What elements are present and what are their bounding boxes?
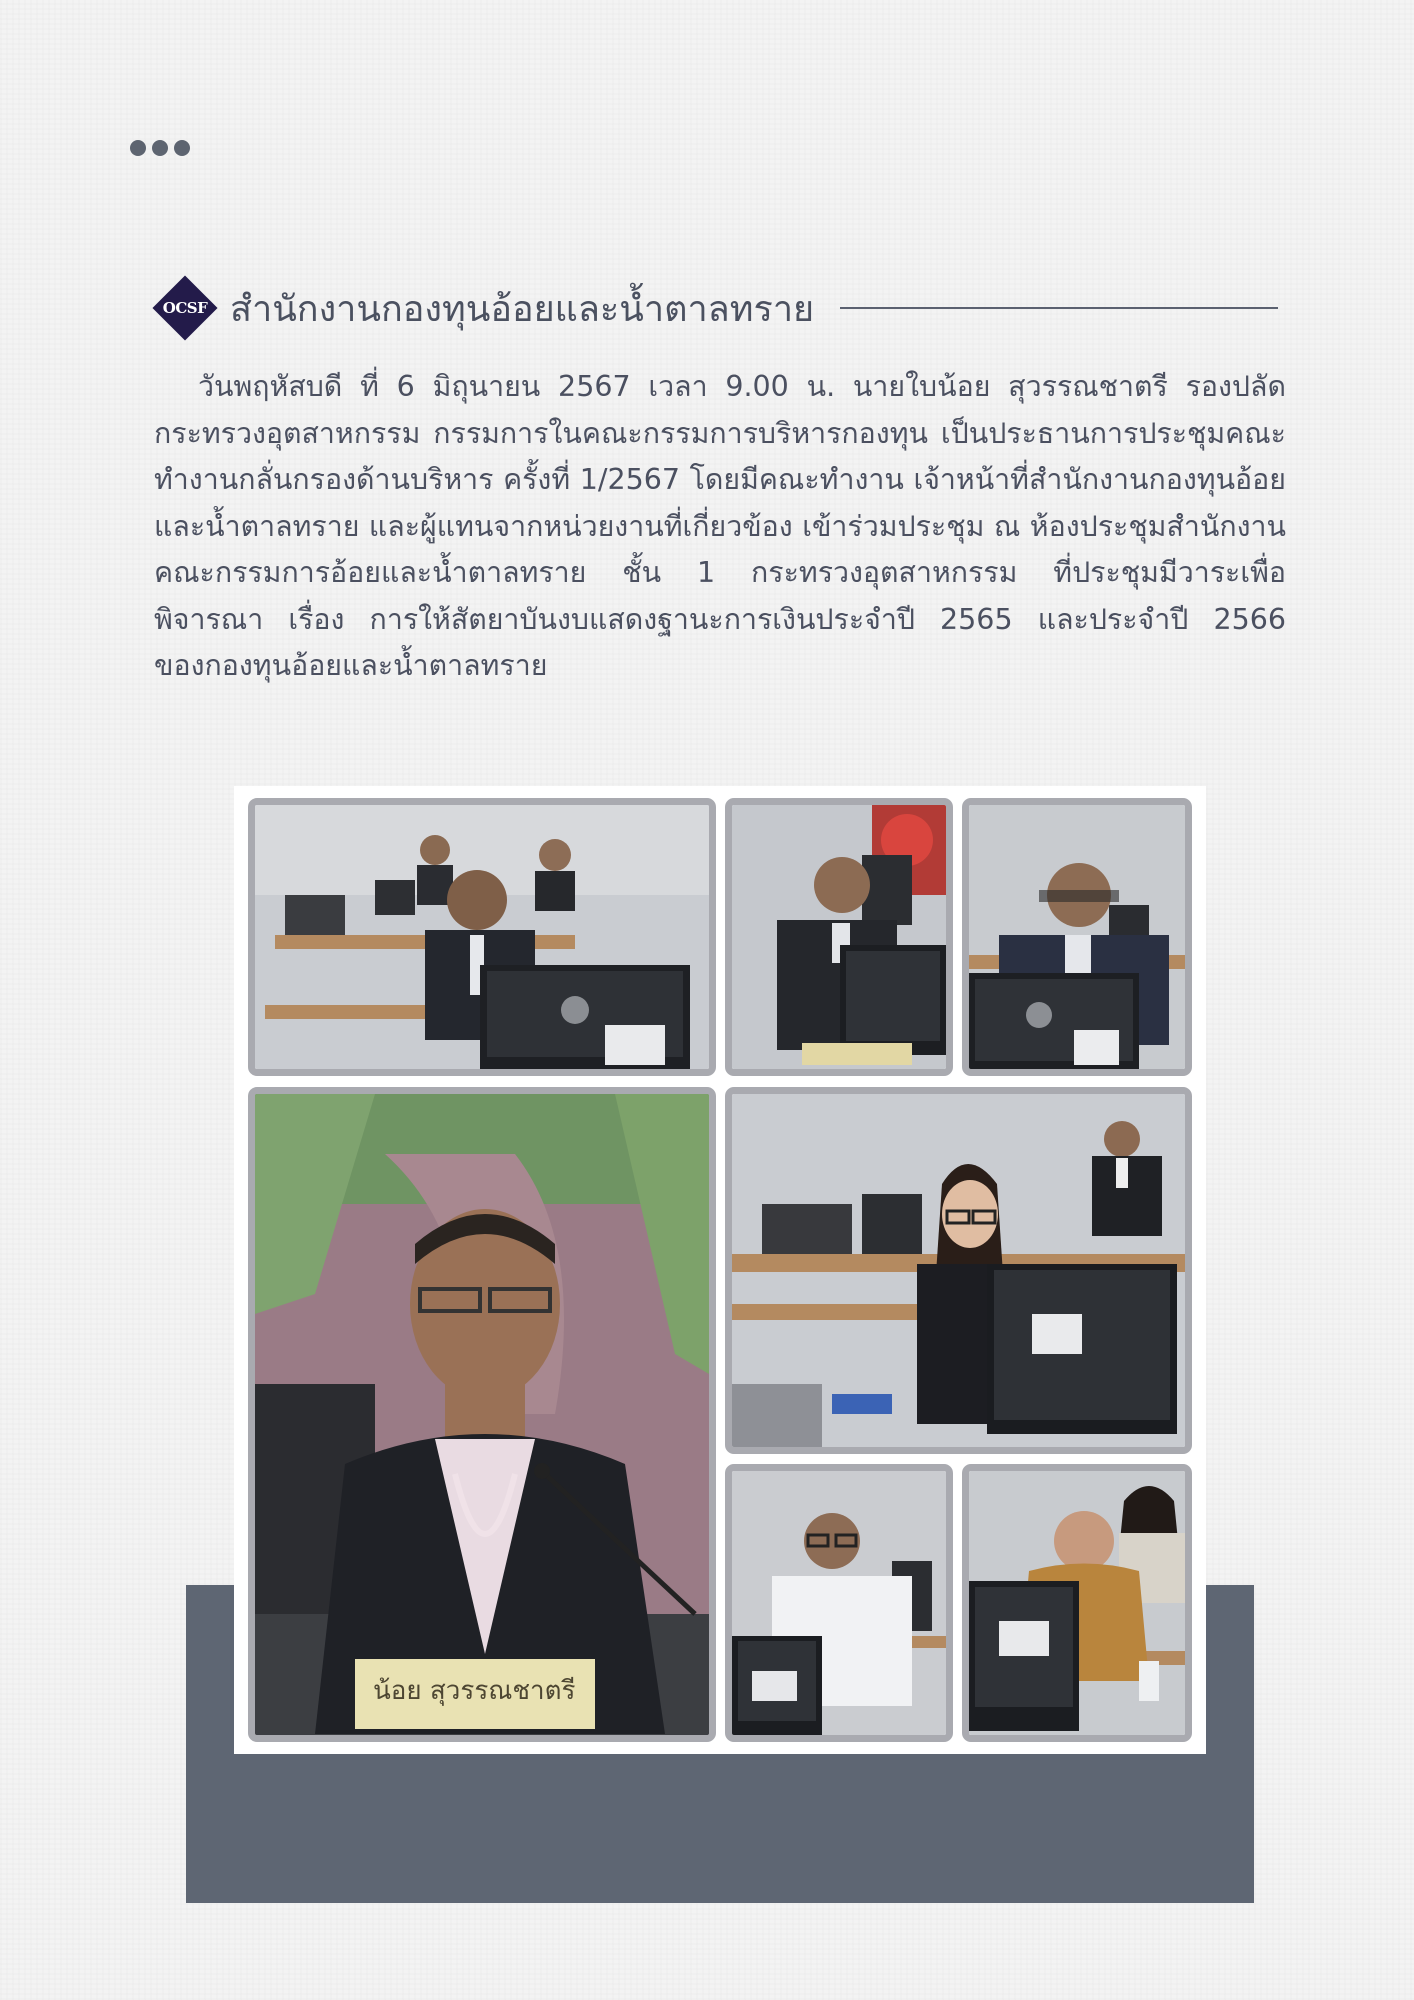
body-text bbox=[154, 364, 1286, 690]
meeting-photo-3 bbox=[962, 798, 1192, 1076]
meeting-photo-7 bbox=[962, 1464, 1192, 1742]
meeting-photo-1 bbox=[248, 798, 716, 1076]
news-paragraph: วันพฤหัสบดี ที่ 6 มิถุนายน 2567 เวลา 9.00 น. นายใบน้อย สุวรรณชาตรี รองปลัดกระทรวงอุตสาหกรรม กรรมการในคณะกรรมการบริหารกองทุน เป็นประธานการประชุมคณะทำงานกลั่นกรองด้านบริหาร ครั้งที่ 1/2567 โดยมีคณะทำงาน เจ้าหน้าที่สำนักงานกองทุนอ้อยและน้ำตาลทราย และผู้แทนจากหน่วยงานที่เกี่ยวข้อง เข้าร่วมประชุม ณ ห้องประชุมสำนักงานคณะกรรมการอ้อยและน้ำตาลทราย ชั้น 1 กระทรวงอุตสาหกรรม ที่ประชุมมีวาระเพื่อพิจารณา เรื่อง การให้สัตยาบันงบแสดงฐานะการเงินประจำปี 2565 และประจำปี 2566 ของกองทุนอ้อยและน้ำตาลทราย bbox=[154, 370, 1286, 682]
logo-text: OCSF bbox=[162, 299, 208, 317]
title-divider bbox=[840, 307, 1278, 309]
meeting-photo-2 bbox=[725, 798, 953, 1076]
section-heading bbox=[152, 274, 1278, 342]
section-title: สำนักงานกองทุนอ้อยและน้ำตาลทราย bbox=[230, 288, 815, 330]
meeting-photo-5 bbox=[725, 1087, 1192, 1454]
nameplate-text: น้อย สุวรรณชาตรี bbox=[373, 1676, 576, 1706]
chairman-portrait-photo bbox=[248, 1087, 716, 1742]
meeting-photo-6 bbox=[725, 1464, 953, 1742]
ellipsis-icon bbox=[130, 140, 190, 156]
ocsf-logo bbox=[152, 275, 218, 341]
